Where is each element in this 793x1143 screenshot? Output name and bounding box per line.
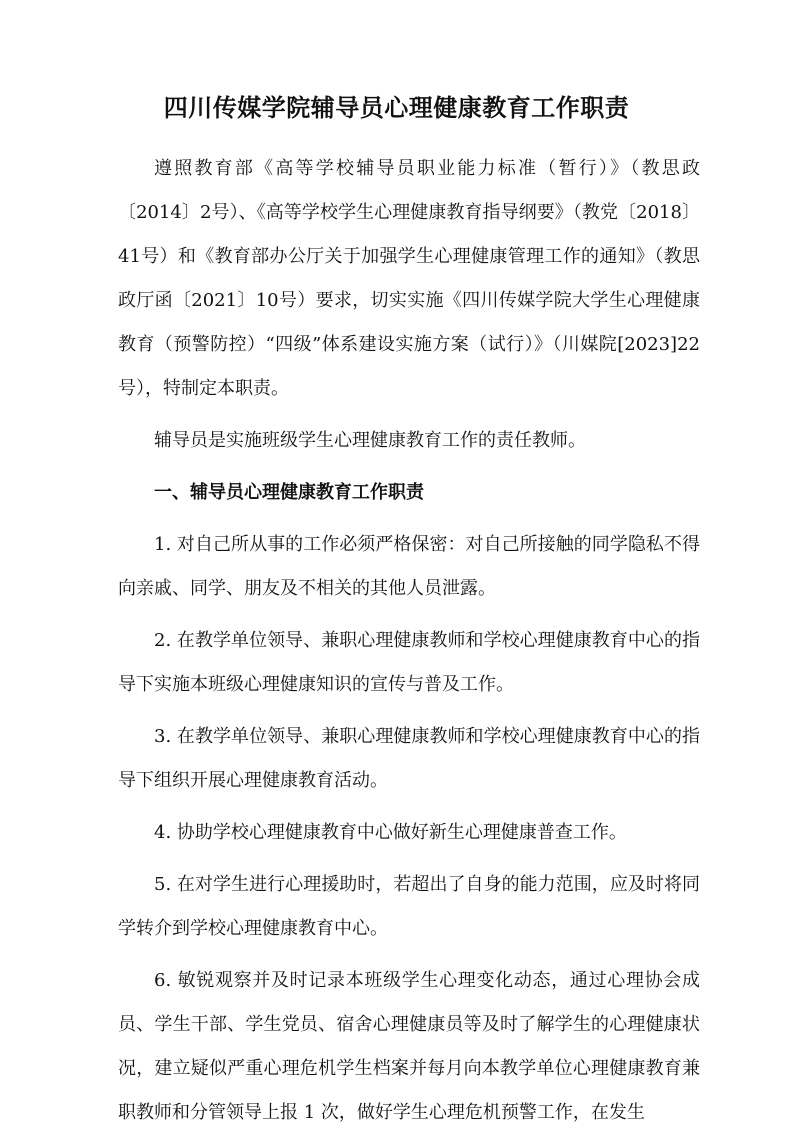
section-heading: 一、辅导员心理健康教育工作职责: [154, 482, 424, 503]
intro-paragraph: 遵照教育部《高等学校辅导员职业能力标准（暂行）》（教思政〔2014〕2号）、《高等学校学生心理健康教育指导纲要》（教党〔2018〕41号）和《教育部办公厅关于加强学生心理健康管理工作的通知》（教思政厅函〔2021〕10号）要求，切实实施《四川传媒学院大学生心理健康教育（预警防控）“四级”体系建设实施方案（试行）》（川媒院[2023]22号），特制定本职责。: [118, 158, 700, 399]
duty-item-2: 2. 在教学单位领导、兼职心理健康教师和学校心理健康教育中心的指导下实施本班级心理健康知识的宣传与普及工作。: [118, 630, 700, 695]
role-statement-paragraph: 辅导员是实施班级学生心理健康教育工作的责任教师。: [154, 430, 586, 451]
duty-item-6: 6. 敏锐观察并及时记录本班级学生心理变化动态，通过心理协会成员、学生干部、学生党员、宿舍心理健康员等及时了解学生的心理健康状况，建立疑似严重心理危机学生档案并每月向本教学单位心理健康教育兼职教师和分管领导上报 1 次，做好学生心理危机预警工作，在发生: [118, 970, 700, 1123]
duty-item-3: 3. 在教学单位领导、兼职心理健康教师和学校心理健康教育中心的指导下组织开展心理健康教育活动。: [118, 726, 700, 791]
duty-item-4: 4. 协助学校心理健康教育中心做好新生心理健康普查工作。: [154, 822, 627, 843]
document-title: 四川传媒学院辅导员心理健康教育工作职责: [163, 94, 630, 122]
duty-item-1: 1. 对自己所从事的工作必须严格保密：对自己所接触的同学隐私不得向亲戚、同学、朋友及不相关的其他人员泄露。: [118, 534, 700, 599]
document-body: [118, 147, 700, 1143]
duty-item-5: 5. 在对学生进行心理援助时，若超出了自身的能力范围，应及时将同学转介到学校心理健康教育中心。: [118, 874, 700, 939]
